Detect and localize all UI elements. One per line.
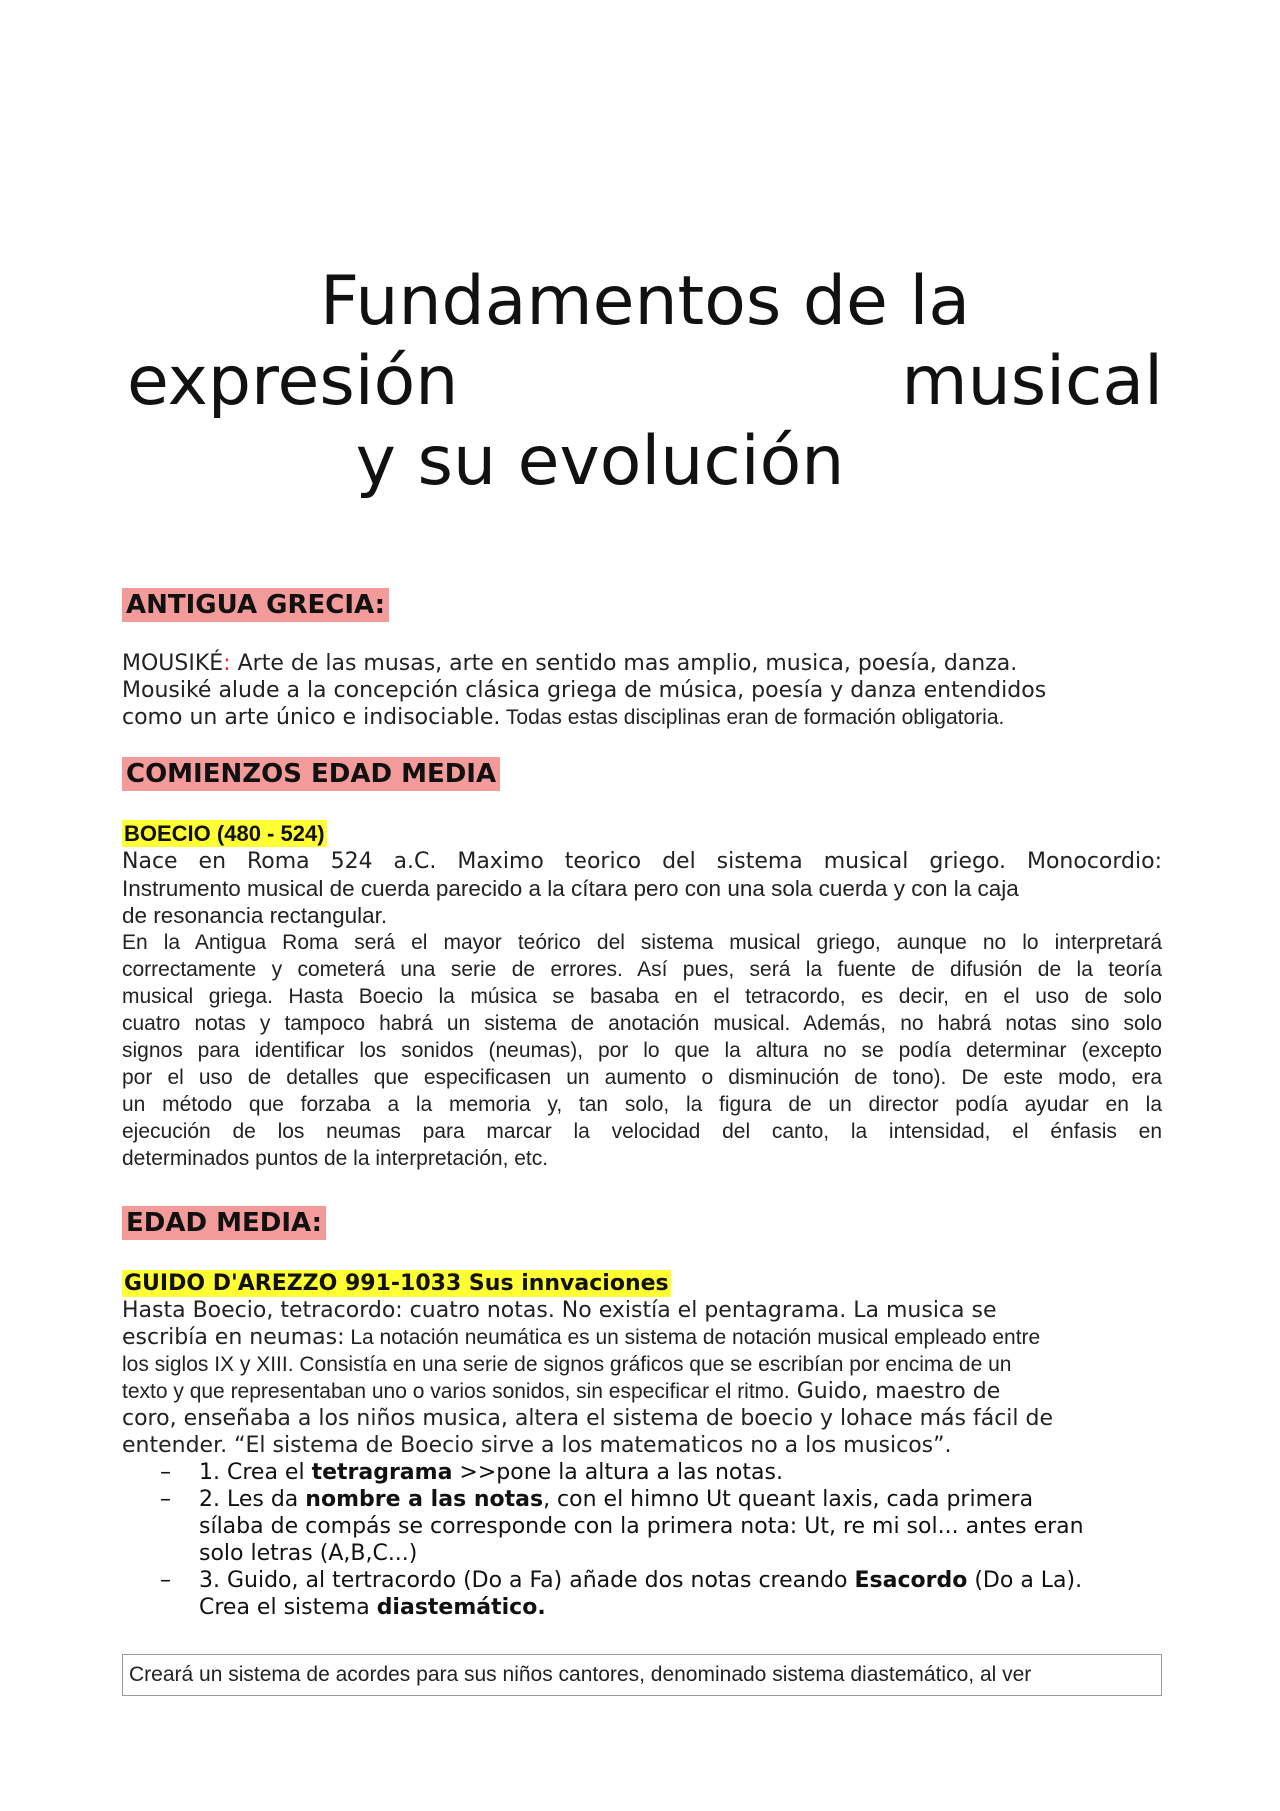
mousike-colon: : — [223, 651, 231, 676]
title-word-expresion: expresión — [127, 342, 459, 421]
guido-line-4a: texto y que representaban uno o varios sonidos, sin especificar el ritmo. — [122, 1380, 790, 1403]
item-3-c: (Do a La). — [967, 1568, 1083, 1593]
item-3-line-1 — [199, 1567, 1162, 1594]
list-item-text — [199, 1567, 1162, 1621]
grecia-line-1-text: Arte de las musas, arte en sentido mas amplio, musica, poesía, danza. — [230, 651, 1018, 676]
heading-antigua-grecia: ANTIGUA GRECIA: — [122, 588, 389, 622]
item-3-a: 3. Guido, al tertracordo (Do a Fa) añade dos notas creando — [199, 1568, 855, 1593]
grecia-line-2: Mousiké alude a la concepción clásica griega de música, poesía y danza entendidos — [122, 678, 1047, 703]
document-title — [127, 262, 1163, 502]
subheading-boecio: BOECIO (480 - 524) — [124, 821, 325, 846]
item-2-bold: nombre a las notas — [305, 1487, 544, 1512]
list-dash: – — [160, 1568, 171, 1593]
guido-line-4b: Guido, maestro de — [789, 1379, 1001, 1404]
title-word-musical: musical — [901, 342, 1163, 421]
list-item-text — [199, 1486, 1162, 1567]
item-1-bold: tetragrama — [311, 1460, 453, 1485]
grecia-line-3a: como un arte único e indisociable. — [122, 705, 501, 730]
boecio-para-line-3: musical griega. Hasta Boecio la música se basaba en el tetracordo, es decir, en el uso de solo — [122, 985, 1162, 1008]
grecia-line-3b: Todas estas disciplinas eran de formación obligatoria. — [500, 706, 1005, 729]
item-3-d: Crea el sistema — [199, 1595, 377, 1620]
boecio-intro-line-1: Nace en Roma 524 a.C. Maximo teorico del sistema musical griego. Monocordio: — [122, 849, 1162, 874]
guido-section — [122, 1297, 1162, 1459]
subheading-guido: GUIDO D'AREZZO 991-1033 Sus innvaciones — [124, 1271, 669, 1296]
heading-comienzos-edad-media: COMIENZOS EDAD MEDIA — [122, 757, 500, 791]
boecio-para-line-7: un método que forzaba a la memoria y, tan solo, la figura de un director podía ayudar en la — [122, 1093, 1162, 1116]
boecio-intro-line-2: Instrumento musical de cuerda parecido a la cítara pero con una sola cuerda y con la caja — [122, 876, 1019, 901]
heading-edad-media: EDAD MEDIA: — [122, 1206, 326, 1240]
item-3-bold-2: diastemático. — [376, 1595, 546, 1620]
guido-line-5: coro, enseñaba a los niños musica, altera el sistema de boecio y lohace más fácil de — [122, 1406, 1054, 1431]
boecio-para-line-6: por el uso de detalles que especificasen un aumento o disminución de tono). De este modo, era — [122, 1066, 1162, 1089]
item-2-line-1 — [199, 1486, 1162, 1513]
boecio-intro-line-3: de resonancia rectangular. — [122, 903, 388, 928]
item-1-c: >>pone la altura a las notas. — [452, 1460, 783, 1485]
item-2-line-2: sílaba de compás se corresponde con la primera nota: Ut, re mi sol... antes eran — [199, 1514, 1084, 1539]
mousike-term: MOUSIKÉ — [122, 651, 224, 676]
list-item-text — [199, 1459, 1162, 1486]
boecio-section — [122, 848, 1162, 1172]
guido-line-1: Hasta Boecio, tetracordo: cuatro notas. No existía el pentagrama. La musica se — [122, 1298, 997, 1323]
guido-innovations-list — [122, 1459, 1162, 1621]
text-box: Creará un sistema de acordes para sus niños cantores, denominado sistema diastemático, al ver — [122, 1654, 1162, 1696]
guido-line-4 — [122, 1378, 1162, 1405]
list-item — [122, 1486, 1162, 1567]
title-line-2 — [127, 342, 1163, 422]
boecio-para-line-4: cuatro notas y tampoco habrá un sistema de anotación musical. Además, no habrá notas sino solo — [122, 1012, 1162, 1035]
grecia-paragraph — [122, 650, 1162, 731]
guido-line-2 — [122, 1324, 1162, 1351]
item-3-bold: Esacordo — [854, 1568, 968, 1593]
boecio-para-line-8: ejecución de los neumas para marcar la velocidad del canto, la intensidad, el énfasis en — [122, 1120, 1162, 1143]
list-item — [122, 1459, 1162, 1486]
item-1-a: 1. Crea el — [199, 1460, 312, 1485]
guido-line-2b: La notación neumática es un sistema de notación musical empleado entre — [344, 1326, 1041, 1349]
title-line-1: Fundamentos de la — [319, 262, 971, 341]
title-line-3: y su evolución — [355, 422, 845, 501]
item-3-line-2 — [199, 1594, 1162, 1621]
item-2-c: , con el himno Ut queant laxis, cada primera — [543, 1487, 1034, 1512]
boecio-para-line-2: correctamente y cometerá una serie de errores. Así pues, será la fuente de difusión de la teoría — [122, 958, 1162, 981]
grecia-line-1 — [122, 650, 1162, 677]
grecia-line-3 — [122, 704, 1162, 731]
boecio-para-line-5: signos para identificar los sonidos (neumas), por lo que la altura no se podía determinar (excepto — [122, 1039, 1162, 1062]
list-item — [122, 1567, 1162, 1621]
item-2-line-3: solo letras (A,B,C...) — [199, 1541, 418, 1566]
guido-line-6: entender. “El sistema de Boecio sirve a los matematicos no a los musicos”. — [122, 1433, 952, 1458]
boecio-para-line-1: En la Antigua Roma será el mayor teórico del sistema musical griego, aunque no lo interpretará — [122, 931, 1162, 954]
boecio-para-line-9: determinados puntos de la interpretación, etc. — [122, 1147, 549, 1170]
item-2-a: 2. Les da — [199, 1487, 306, 1512]
list-dash: – — [160, 1487, 171, 1512]
guido-line-3: los siglos IX y XIII. Consistía en una serie de signos gráficos que se escribían por encima de un — [122, 1353, 1012, 1376]
guido-line-2a: escribía en neumas: — [122, 1325, 345, 1350]
list-dash: – — [160, 1460, 171, 1485]
